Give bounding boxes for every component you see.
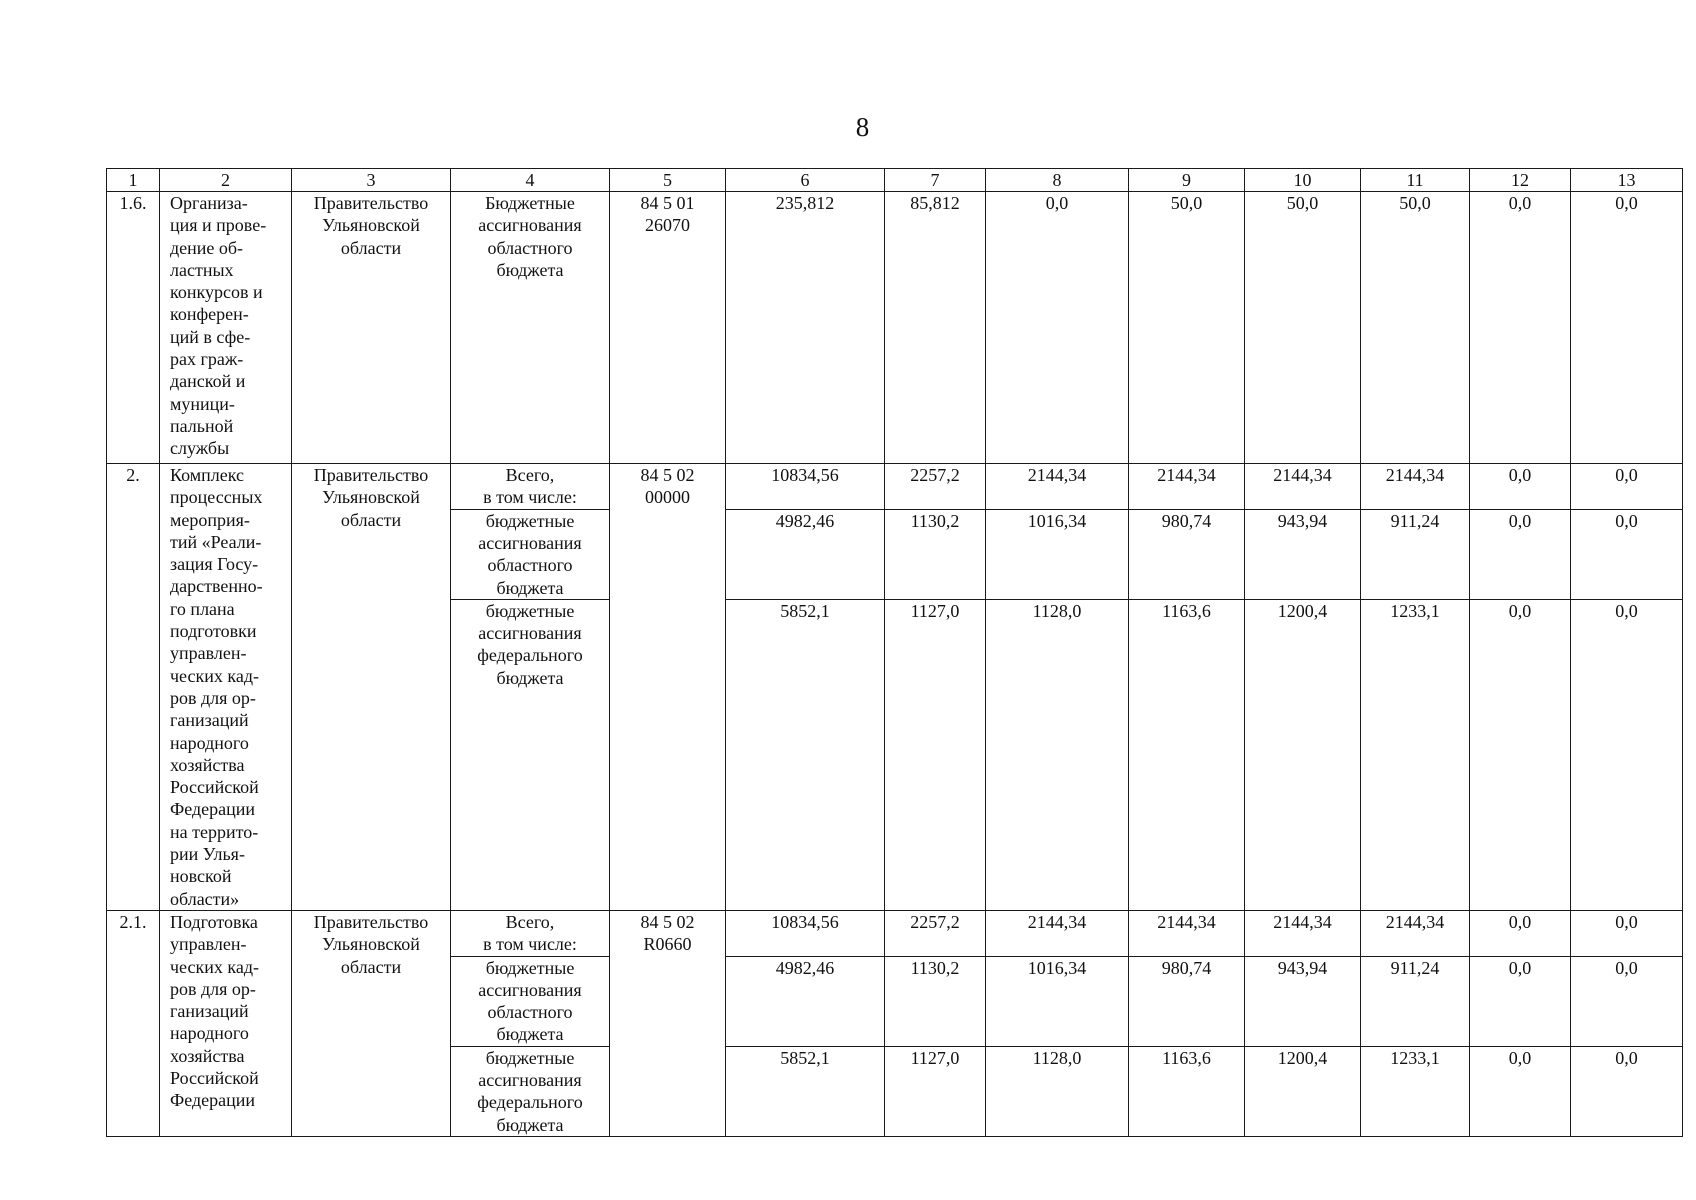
text-line: ров для ор- <box>170 978 256 999</box>
text-line: процессных <box>170 487 263 508</box>
text-line: области» <box>170 888 240 909</box>
budget-table <box>106 168 1683 1137</box>
text-line: управлен- <box>170 934 247 955</box>
text-line: народного <box>170 1023 249 1044</box>
value-cell: 10834,56 <box>726 910 885 956</box>
text-line: зация Госу- <box>170 554 259 575</box>
value-cell: 2144,34 <box>1245 464 1361 510</box>
text-line: области <box>340 509 402 530</box>
column-number: 3 <box>292 169 451 192</box>
value-cell: 2144,34 <box>1129 910 1245 956</box>
text-line: хозяйства <box>170 1045 245 1066</box>
column-number-row <box>107 169 1683 192</box>
value-cell: 2144,34 <box>1361 910 1470 956</box>
text-line: 84 5 02 <box>640 465 695 485</box>
value-cell: 1128,0 <box>986 599 1129 910</box>
value-cell: 0,0 <box>1470 956 1571 1046</box>
text-line: ческих кад- <box>170 956 259 977</box>
text-line: ганизаций <box>170 1001 249 1022</box>
value-cell: 2144,34 <box>1129 464 1245 510</box>
column-number: 6 <box>726 169 885 192</box>
value-cell: 943,94 <box>1245 956 1361 1046</box>
budget-code-cell <box>610 910 726 1136</box>
funding-source-cell <box>451 956 610 1046</box>
value-cell: 1130,2 <box>885 956 986 1046</box>
text-line: пальной <box>170 415 234 436</box>
text-line: дарственно- <box>170 576 263 597</box>
text-line: новской <box>170 866 232 887</box>
text-line: федерального <box>477 645 583 666</box>
funding-source-cell <box>451 599 610 910</box>
text-line: конферен- <box>170 304 249 325</box>
text-line: R0660 <box>643 934 692 955</box>
page-number: 8 <box>855 112 870 142</box>
text-line: рии Улья- <box>170 844 245 865</box>
text-line: 26070 <box>645 215 690 236</box>
funding-source-cell <box>451 464 610 510</box>
column-number: 1 <box>107 169 160 192</box>
funding-source-cell <box>451 509 610 599</box>
column-number: 5 <box>610 169 726 192</box>
value-cell: 5852,1 <box>726 1046 885 1136</box>
value-cell: 5852,1 <box>726 599 885 910</box>
text-line: ассигнования <box>478 1070 582 1091</box>
value-cell: 4982,46 <box>726 956 885 1046</box>
table-row <box>107 192 1683 464</box>
text-line: ций в сфе- <box>170 326 251 347</box>
value-cell: 0,0 <box>1470 1046 1571 1136</box>
value-cell: 235,812 <box>726 192 885 464</box>
value-cell: 2144,34 <box>986 464 1129 510</box>
executor-cell <box>292 910 451 1136</box>
value-cell: 1127,0 <box>885 1046 986 1136</box>
value-cell: 1233,1 <box>1361 1046 1470 1136</box>
value-cell: 1128,0 <box>986 1046 1129 1136</box>
column-number: 2 <box>160 169 292 192</box>
text-line: данской и <box>170 371 246 392</box>
text-line: дение об- <box>170 237 244 258</box>
text-line: Подготовка <box>170 911 258 932</box>
text-line: Правительство <box>313 911 429 932</box>
text-line: ассигнования <box>478 532 582 553</box>
budget-code-cell <box>610 192 726 464</box>
text-line: ганизаций <box>170 710 249 731</box>
value-cell: 4982,46 <box>726 509 885 599</box>
value-cell: 0,0 <box>1571 464 1683 510</box>
text-line: Ульяновской <box>322 215 420 236</box>
value-cell: 10834,56 <box>726 464 885 510</box>
text-line: на террито- <box>170 821 259 842</box>
text-line: в том числе: <box>483 487 577 508</box>
text-line: службы <box>170 438 230 459</box>
text-line: бюджетные <box>485 510 575 531</box>
value-cell: 0,0 <box>1571 956 1683 1046</box>
text-line: бюджета <box>496 577 564 598</box>
row-number-cell: 2. <box>107 464 160 911</box>
text-line: Ульяновской <box>322 487 420 508</box>
column-number: 7 <box>885 169 986 192</box>
text-line: тий «Реали- <box>170 531 262 552</box>
text-line: ластных <box>170 259 234 280</box>
column-number: 4 <box>451 169 610 192</box>
text-line: ассигнования <box>478 215 582 236</box>
text-line: областного <box>487 237 573 258</box>
text-line: области <box>340 237 402 258</box>
value-cell: 1233,1 <box>1361 599 1470 910</box>
value-cell: 0,0 <box>1571 192 1683 464</box>
value-cell: 50,0 <box>1245 192 1361 464</box>
text-line: Комплекс <box>170 465 245 485</box>
text-line: области <box>340 956 402 977</box>
text-line: в том числе: <box>483 934 577 955</box>
value-cell: 1163,6 <box>1129 1046 1245 1136</box>
text-line: 84 5 02 <box>640 911 695 932</box>
value-cell: 1200,4 <box>1245 599 1361 910</box>
text-line: конкурсов и <box>170 282 263 303</box>
text-line: бюджета <box>496 667 564 688</box>
value-cell: 50,0 <box>1361 192 1470 464</box>
row-number-cell: 1.6. <box>107 192 160 464</box>
value-cell: 0,0 <box>1571 599 1683 910</box>
column-number: 8 <box>986 169 1129 192</box>
value-cell: 0,0 <box>1470 509 1571 599</box>
text-line: народного <box>170 732 249 753</box>
value-cell: 943,94 <box>1245 509 1361 599</box>
column-number: 9 <box>1129 169 1245 192</box>
text-line: бюджетные <box>485 957 575 978</box>
value-cell: 911,24 <box>1361 956 1470 1046</box>
text-line: ассигнования <box>478 979 582 1000</box>
value-cell: 2144,34 <box>986 910 1129 956</box>
text-line: муници- <box>170 393 235 414</box>
value-cell: 980,74 <box>1129 509 1245 599</box>
text-line: подготовки <box>170 621 257 642</box>
value-cell: 0,0 <box>1470 464 1571 510</box>
text-line: управлен- <box>170 643 247 664</box>
text-line: ров для ор- <box>170 687 256 708</box>
text-line: областного <box>487 555 573 576</box>
value-cell: 0,0 <box>1571 1046 1683 1136</box>
funding-source-cell <box>451 1046 610 1136</box>
text-line: Правительство <box>313 465 429 485</box>
funding-source-cell <box>451 910 610 956</box>
value-cell: 0,0 <box>986 192 1129 464</box>
text-line: го плана <box>170 598 235 619</box>
text-line: Российской <box>170 1068 259 1089</box>
text-line: Федерации <box>170 799 256 820</box>
value-cell: 1016,34 <box>986 509 1129 599</box>
value-cell: 0,0 <box>1470 192 1571 464</box>
text-line: ческих кад- <box>170 665 259 686</box>
text-line: федерального <box>477 1092 583 1113</box>
value-cell: 0,0 <box>1470 599 1571 910</box>
table-body <box>107 192 1683 1137</box>
value-cell: 2144,34 <box>1361 464 1470 510</box>
text-line: 84 5 01 <box>640 193 695 213</box>
text-line: бюджета <box>496 1024 564 1045</box>
value-cell: 0,0 <box>1571 509 1683 599</box>
executor-cell <box>292 464 451 911</box>
text-line: мероприя- <box>170 509 250 530</box>
text-line: ассигнования <box>478 623 582 644</box>
text-line: Бюджетные <box>485 193 575 213</box>
table-row <box>107 464 1683 510</box>
text-line: бюджетные <box>485 1047 575 1068</box>
value-cell: 1130,2 <box>885 509 986 599</box>
text-line: Всего, <box>505 911 555 932</box>
column-number: 10 <box>1245 169 1361 192</box>
value-cell: 1016,34 <box>986 956 1129 1046</box>
value-cell: 0,0 <box>1571 910 1683 956</box>
executor-cell <box>292 192 451 464</box>
text-line: Российской <box>170 777 259 798</box>
text-line: бюджетные <box>485 600 575 621</box>
text-line: Организа- <box>170 193 248 213</box>
value-cell: 50,0 <box>1129 192 1245 464</box>
value-cell: 980,74 <box>1129 956 1245 1046</box>
text-line: Всего, <box>505 465 555 485</box>
text-line: ция и прове- <box>170 215 267 236</box>
text-line: Правительство <box>313 193 429 213</box>
column-number: 11 <box>1361 169 1470 192</box>
text-line: Федерации <box>170 1090 256 1111</box>
value-cell: 2257,2 <box>885 464 986 510</box>
budget-code-cell <box>610 464 726 911</box>
text-line: областного <box>487 1002 573 1023</box>
value-cell: 2144,34 <box>1245 910 1361 956</box>
row-number-cell: 2.1. <box>107 910 160 1136</box>
table-row <box>107 910 1683 956</box>
value-cell: 2257,2 <box>885 910 986 956</box>
activity-name-cell <box>160 192 292 464</box>
text-line: 00000 <box>645 487 690 508</box>
funding-source-cell <box>451 192 610 464</box>
value-cell: 0,0 <box>1470 910 1571 956</box>
value-cell: 1127,0 <box>885 599 986 910</box>
value-cell: 1200,4 <box>1245 1046 1361 1136</box>
text-line: бюджета <box>496 259 564 280</box>
text-line: рах граж- <box>170 349 244 370</box>
text-line: Ульяновской <box>322 934 420 955</box>
column-number: 12 <box>1470 169 1571 192</box>
value-cell: 911,24 <box>1361 509 1470 599</box>
value-cell: 85,812 <box>885 192 986 464</box>
text-line: хозяйства <box>170 754 245 775</box>
text-line: бюджета <box>496 1114 564 1135</box>
value-cell: 1163,6 <box>1129 599 1245 910</box>
column-number: 13 <box>1571 169 1683 192</box>
activity-name-cell <box>160 464 292 911</box>
activity-name-cell <box>160 910 292 1136</box>
